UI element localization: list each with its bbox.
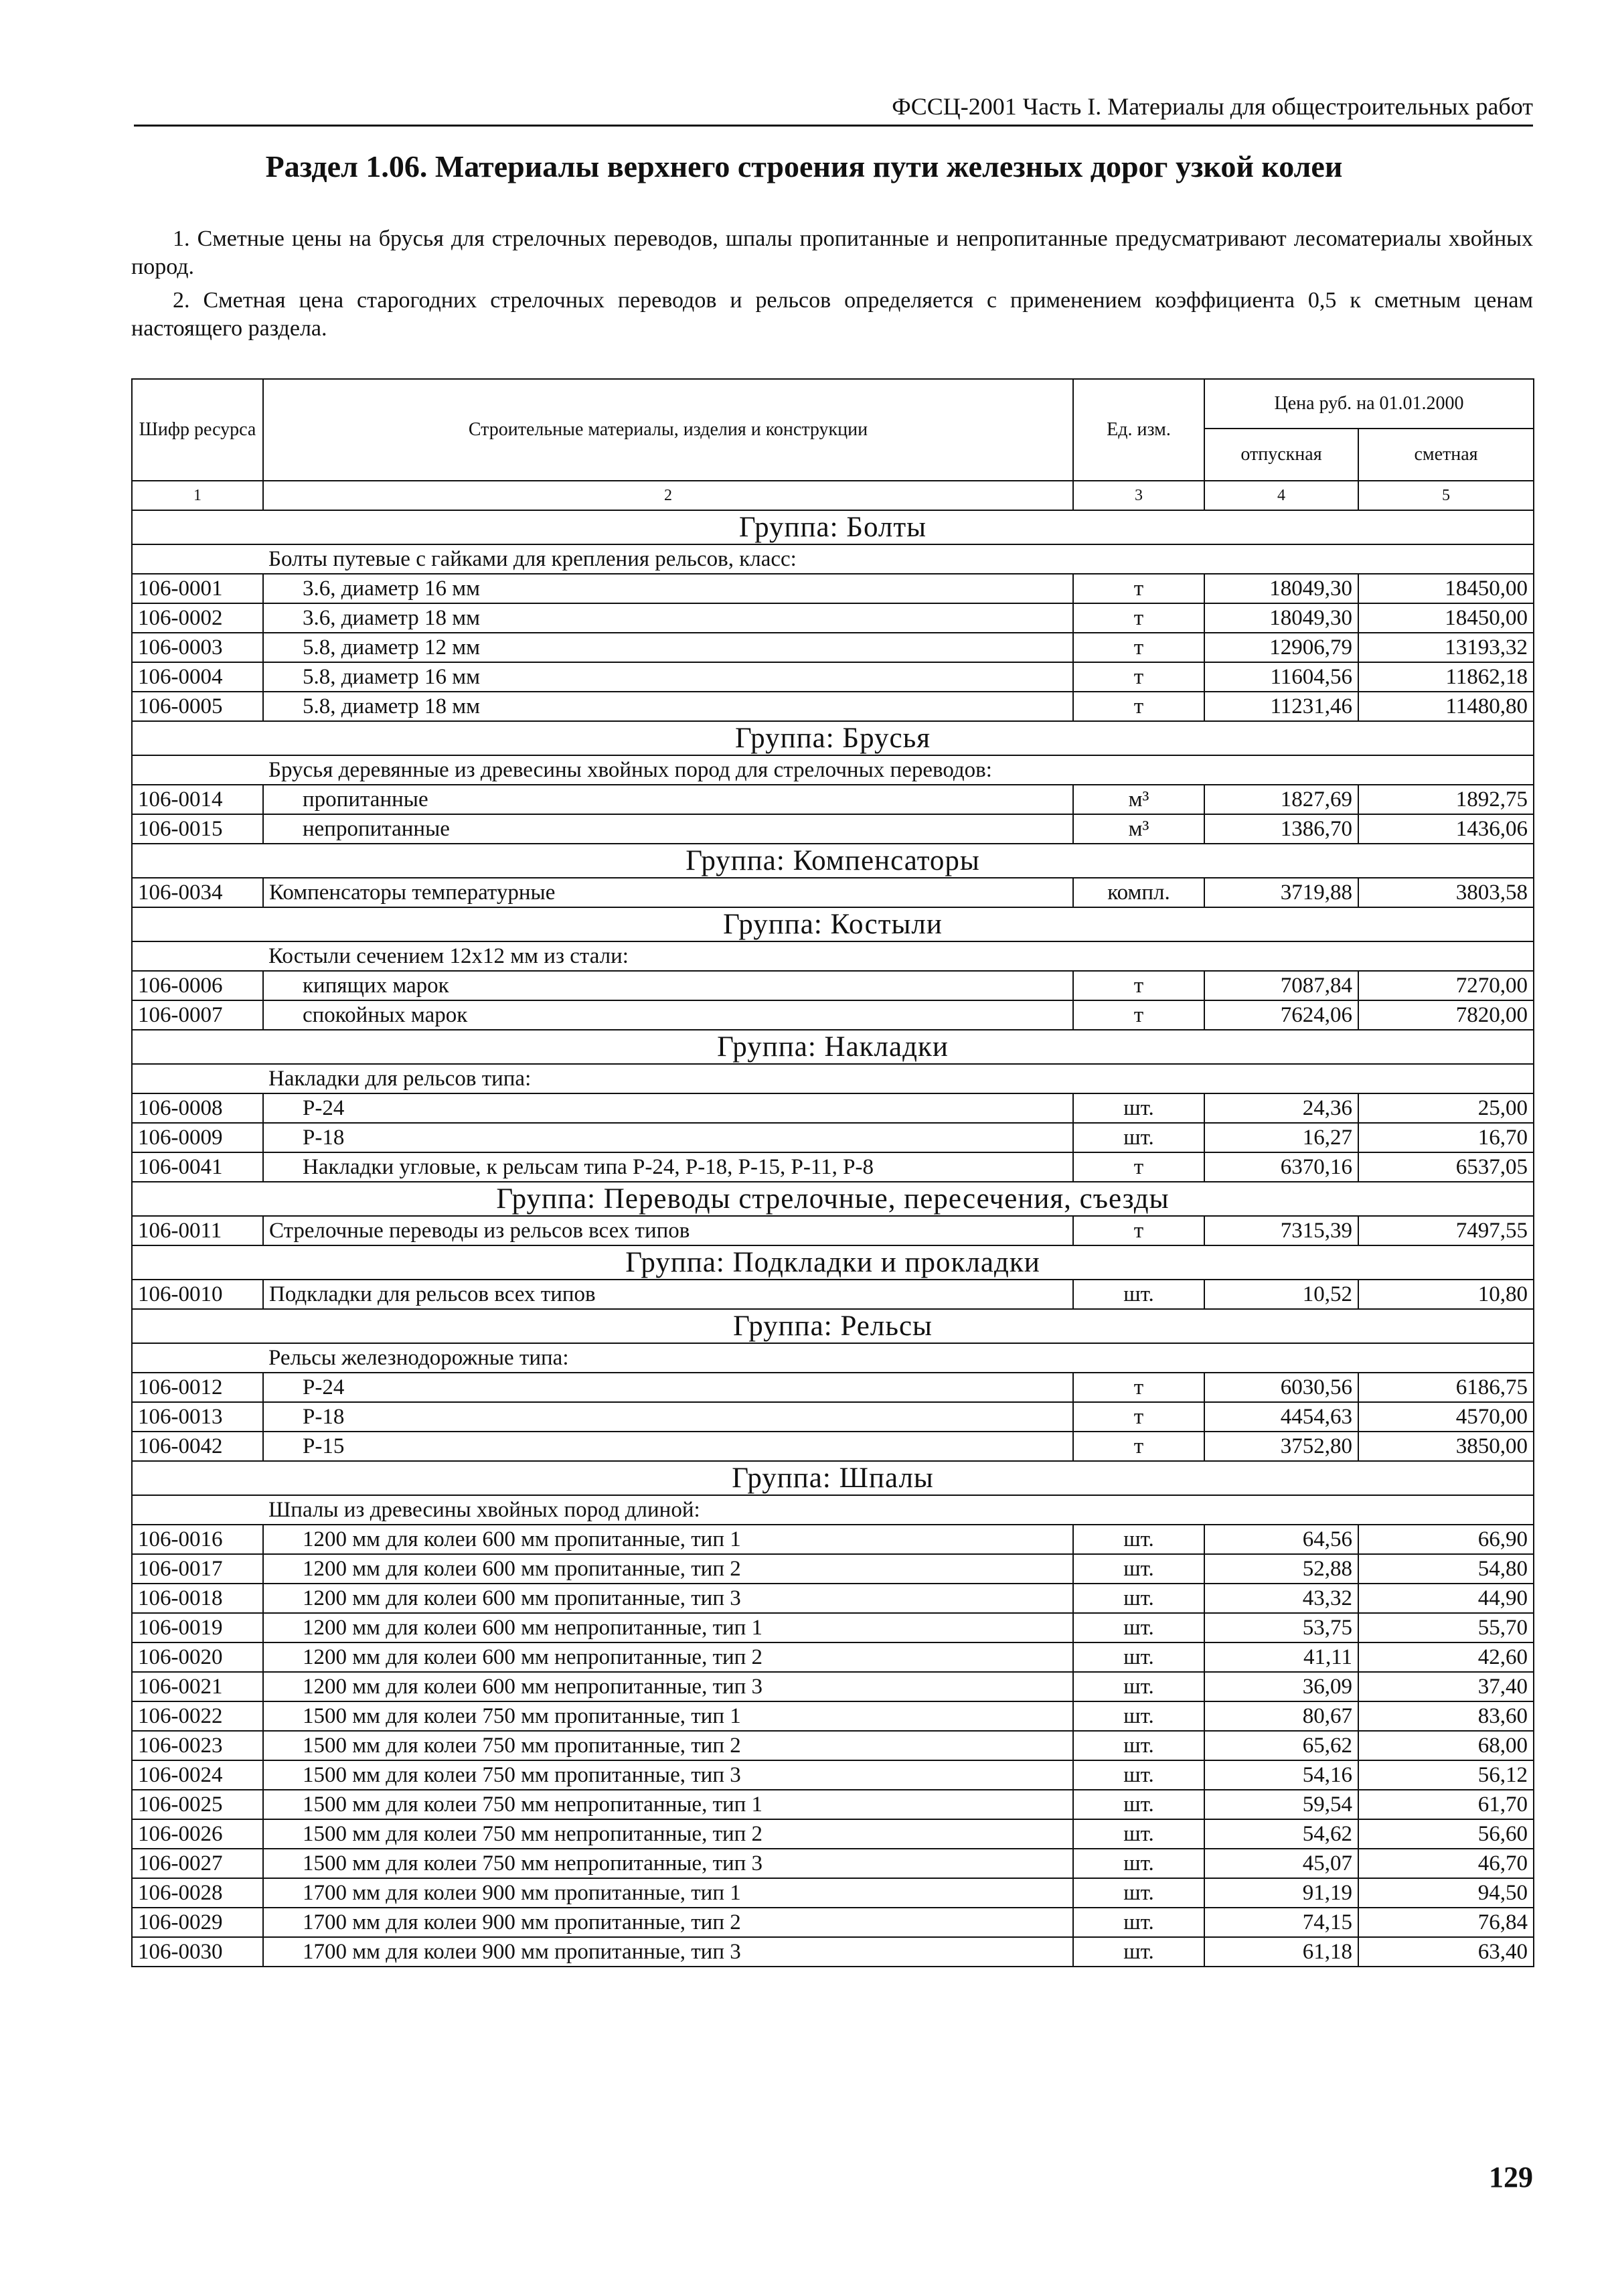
table-row — [132, 1402, 1534, 1432]
release-price: 7624,06 — [1204, 1000, 1358, 1030]
unit-of-measure: шт. — [1073, 1642, 1204, 1672]
material-name: 1700 мм для колеи 900 мм пропитанные, тип 2 — [263, 1908, 1073, 1937]
resource-code: 106-0016 — [132, 1525, 263, 1554]
table-row — [132, 1554, 1534, 1584]
table-row — [132, 971, 1534, 1000]
estimate-price: 66,90 — [1358, 1525, 1534, 1554]
estimate-price: 42,60 — [1358, 1642, 1534, 1672]
estimate-price: 54,80 — [1358, 1554, 1534, 1584]
group-subheader: Рельсы железнодорожные типа: — [263, 1343, 1534, 1373]
estimate-price: 16,70 — [1358, 1123, 1534, 1152]
resource-code: 106-0001 — [132, 574, 263, 603]
release-price: 18049,30 — [1204, 603, 1358, 633]
estimate-price: 61,70 — [1358, 1790, 1534, 1819]
release-price: 24,36 — [1204, 1093, 1358, 1123]
table-row — [132, 574, 1534, 603]
table-row — [132, 603, 1534, 633]
resource-code: 106-0006 — [132, 971, 263, 1000]
header-estimate-price: сметная — [1358, 429, 1534, 481]
group-title-row — [132, 1309, 1534, 1343]
material-name: 1200 мм для колеи 600 мм непропитанные, тип 1 — [263, 1613, 1073, 1642]
group-subheader-row — [132, 755, 1534, 785]
table-row — [132, 785, 1534, 814]
unit-of-measure: шт. — [1073, 1554, 1204, 1584]
unit-of-measure: т — [1073, 574, 1204, 603]
table-row — [132, 1701, 1534, 1731]
material-name: 1200 мм для колеи 600 мм пропитанные, тип 1 — [263, 1525, 1073, 1554]
resource-code: 106-0008 — [132, 1093, 263, 1123]
group-subheader: Болты путевые с гайками для крепления рельсов, класс: — [263, 544, 1534, 574]
group-title: Группа: Брусья — [132, 721, 1534, 755]
unit-of-measure: т — [1073, 603, 1204, 633]
unit-of-measure: т — [1073, 1402, 1204, 1432]
table-row — [132, 1152, 1534, 1182]
resource-code: 106-0013 — [132, 1402, 263, 1432]
group-title-row — [132, 1030, 1534, 1064]
running-header: ФССЦ-2001 Часть I. Материалы для общестроительных работ — [134, 92, 1533, 127]
group-title-row — [132, 1245, 1534, 1280]
section-title: Раздел 1.06. Материалы верхнего строения пути железных дорог узкой колеи — [265, 149, 1343, 183]
resource-code: 106-0030 — [132, 1937, 263, 1967]
group-title-row — [132, 1182, 1534, 1216]
table-row — [132, 1584, 1534, 1613]
table-row — [132, 1123, 1534, 1152]
material-name: 1200 мм для колеи 600 мм непропитанные, тип 3 — [263, 1672, 1073, 1701]
group-subheader-row — [132, 941, 1534, 971]
resource-code: 106-0020 — [132, 1642, 263, 1672]
release-price: 59,54 — [1204, 1790, 1358, 1819]
unit-of-measure: т — [1073, 1432, 1204, 1461]
unit-of-measure: шт. — [1073, 1525, 1204, 1554]
estimate-price: 7497,55 — [1358, 1216, 1534, 1245]
header-unit: Ед. изм. — [1073, 379, 1204, 481]
material-name: Накладки угловые, к рельсам типа Р-24, Р-18, Р-15, Р-11, Р-8 — [263, 1152, 1073, 1182]
release-price: 3719,88 — [1204, 878, 1358, 907]
resource-code: 106-0034 — [132, 878, 263, 907]
estimate-price: 46,70 — [1358, 1849, 1534, 1878]
table-row — [132, 1760, 1534, 1790]
group-title: Группа: Накладки — [132, 1030, 1534, 1064]
release-price: 1386,70 — [1204, 814, 1358, 844]
estimate-price: 6537,05 — [1358, 1152, 1534, 1182]
unit-of-measure: т — [1073, 1216, 1204, 1245]
resource-code: 106-0026 — [132, 1819, 263, 1849]
estimate-price: 7270,00 — [1358, 971, 1534, 1000]
group-title: Группа: Переводы стрелочные, пересечения, съезды — [132, 1182, 1534, 1216]
material-name: 3.6, диаметр 18 мм — [263, 603, 1073, 633]
release-price: 7087,84 — [1204, 971, 1358, 1000]
unit-of-measure: т — [1073, 662, 1204, 692]
table-row — [132, 1093, 1534, 1123]
header-code: Шифр ресурса — [132, 379, 263, 481]
table-row — [132, 1613, 1534, 1642]
unit-of-measure: шт. — [1073, 1760, 1204, 1790]
release-price: 1827,69 — [1204, 785, 1358, 814]
group-subheader: Накладки для рельсов типа: — [263, 1064, 1534, 1093]
table-row — [132, 1525, 1534, 1554]
table-row — [132, 1432, 1534, 1461]
estimate-price: 94,50 — [1358, 1878, 1534, 1908]
price-table — [131, 378, 1534, 1967]
release-price: 7315,39 — [1204, 1216, 1358, 1245]
release-price: 74,15 — [1204, 1908, 1358, 1937]
material-name: 5.8, диаметр 16 мм — [263, 662, 1073, 692]
unit-of-measure: шт. — [1073, 1878, 1204, 1908]
release-price: 54,16 — [1204, 1760, 1358, 1790]
material-name: кипящих марок — [263, 971, 1073, 1000]
release-price: 18049,30 — [1204, 574, 1358, 603]
resource-code: 106-0015 — [132, 814, 263, 844]
estimate-price: 13193,32 — [1358, 633, 1534, 662]
group-subheader-row — [132, 1064, 1534, 1093]
release-price: 45,07 — [1204, 1849, 1358, 1878]
unit-of-measure: компл. — [1073, 878, 1204, 907]
release-price: 52,88 — [1204, 1554, 1358, 1584]
group-subheader: Брусья деревянные из древесины хвойных пород для стрелочных переводов: — [263, 755, 1534, 785]
unit-of-measure: шт. — [1073, 1280, 1204, 1309]
table-row — [132, 878, 1534, 907]
unit-of-measure: т — [1073, 971, 1204, 1000]
resource-code: 106-0005 — [132, 692, 263, 721]
subheader-spacer — [132, 544, 263, 574]
release-price: 10,52 — [1204, 1280, 1358, 1309]
estimate-price: 76,84 — [1358, 1908, 1534, 1937]
material-name: Р-18 — [263, 1123, 1073, 1152]
estimate-price: 11862,18 — [1358, 662, 1534, 692]
column-number: 1 — [132, 481, 263, 510]
estimate-price: 10,80 — [1358, 1280, 1534, 1309]
resource-code: 106-0028 — [132, 1878, 263, 1908]
material-name: Р-24 — [263, 1373, 1073, 1402]
material-name: 1500 мм для колеи 750 мм пропитанные, тип 2 — [263, 1731, 1073, 1760]
table-row — [132, 1790, 1534, 1819]
table-row — [132, 1000, 1534, 1030]
table-row — [132, 1280, 1534, 1309]
resource-code: 106-0029 — [132, 1908, 263, 1937]
table-row — [132, 1819, 1534, 1849]
table-row — [132, 1849, 1534, 1878]
unit-of-measure: т — [1073, 1373, 1204, 1402]
group-subheader: Шпалы из древесины хвойных пород длиной: — [263, 1495, 1534, 1525]
estimate-price: 63,40 — [1358, 1937, 1534, 1967]
resource-code: 106-0003 — [132, 633, 263, 662]
material-name: 1500 мм для колеи 750 мм непропитанные, тип 3 — [263, 1849, 1073, 1878]
release-price: 91,19 — [1204, 1878, 1358, 1908]
group-title: Группа: Компенсаторы — [132, 844, 1534, 878]
unit-of-measure: м³ — [1073, 814, 1204, 844]
group-subheader-row — [132, 1343, 1534, 1373]
material-name: 5.8, диаметр 18 мм — [263, 692, 1073, 721]
estimate-price: 55,70 — [1358, 1613, 1534, 1642]
material-name: 1500 мм для колеи 750 мм пропитанные, тип 3 — [263, 1760, 1073, 1790]
resource-code: 106-0025 — [132, 1790, 263, 1819]
note-1: 1. Сметные цены на брусья для стрелочных переводов, шпалы пропитанные и непропитанные предусматривают лесоматериалы хвойных пород. — [131, 226, 1533, 279]
resource-code: 106-0018 — [132, 1584, 263, 1613]
estimate-price: 44,90 — [1358, 1584, 1534, 1613]
table-row — [132, 1878, 1534, 1908]
release-price: 36,09 — [1204, 1672, 1358, 1701]
release-price: 41,11 — [1204, 1642, 1358, 1672]
table-row — [132, 1731, 1534, 1760]
material-name: 1700 мм для колеи 900 мм пропитанные, тип 1 — [263, 1878, 1073, 1908]
subheader-spacer — [132, 1064, 263, 1093]
resource-code: 106-0024 — [132, 1760, 263, 1790]
group-title-row — [132, 510, 1534, 544]
resource-code: 106-0042 — [132, 1432, 263, 1461]
table-row — [132, 1642, 1534, 1672]
resource-code: 106-0041 — [132, 1152, 263, 1182]
table-row — [132, 1373, 1534, 1402]
material-name: непропитанные — [263, 814, 1073, 844]
release-price: 43,32 — [1204, 1584, 1358, 1613]
resource-code: 106-0027 — [132, 1849, 263, 1878]
release-price: 53,75 — [1204, 1613, 1358, 1642]
resource-code: 106-0004 — [132, 662, 263, 692]
unit-of-measure: шт. — [1073, 1937, 1204, 1967]
column-number: 3 — [1073, 481, 1204, 510]
resource-code: 106-0021 — [132, 1672, 263, 1701]
group-title: Группа: Костыли — [132, 907, 1534, 941]
unit-of-measure: т — [1073, 633, 1204, 662]
unit-of-measure: м³ — [1073, 785, 1204, 814]
estimate-price: 6186,75 — [1358, 1373, 1534, 1402]
header-price-group: Цена руб. на 01.01.2000 — [1204, 379, 1534, 429]
table-row — [132, 633, 1534, 662]
subheader-spacer — [132, 1343, 263, 1373]
table-row — [132, 662, 1534, 692]
material-name: 1500 мм для колеи 750 мм непропитанные, тип 1 — [263, 1790, 1073, 1819]
release-price: 11231,46 — [1204, 692, 1358, 721]
group-title-row — [132, 844, 1534, 878]
table-row — [132, 692, 1534, 721]
header-release-price: отпускная — [1204, 429, 1358, 481]
group-title: Группа: Рельсы — [132, 1309, 1534, 1343]
group-subheader: Костыли сечением 12х12 мм из стали: — [263, 941, 1534, 971]
release-price: 6370,16 — [1204, 1152, 1358, 1182]
material-name: 1200 мм для колеи 600 мм пропитанные, тип 2 — [263, 1554, 1073, 1584]
estimate-price: 3850,00 — [1358, 1432, 1534, 1461]
estimate-price: 11480,80 — [1358, 692, 1534, 721]
unit-of-measure: т — [1073, 1152, 1204, 1182]
material-name: Подкладки для рельсов всех типов — [263, 1280, 1073, 1309]
resource-code: 106-0012 — [132, 1373, 263, 1402]
column-number: 4 — [1204, 481, 1358, 510]
header-name: Строительные материалы, изделия и конструкции — [263, 379, 1073, 481]
table-row — [132, 1937, 1534, 1967]
material-name: Компенсаторы температурные — [263, 878, 1073, 907]
unit-of-measure: т — [1073, 1000, 1204, 1030]
estimate-price: 68,00 — [1358, 1731, 1534, 1760]
group-title-row — [132, 907, 1534, 941]
table-row — [132, 1216, 1534, 1245]
estimate-price: 56,60 — [1358, 1819, 1534, 1849]
material-name: 1500 мм для колеи 750 мм непропитанные, тип 2 — [263, 1819, 1073, 1849]
material-name: Стрелочные переводы из рельсов всех типов — [263, 1216, 1073, 1245]
resource-code: 106-0017 — [132, 1554, 263, 1584]
unit-of-measure: шт. — [1073, 1908, 1204, 1937]
table-row — [132, 1908, 1534, 1937]
material-name: Р-18 — [263, 1402, 1073, 1432]
resource-code: 106-0007 — [132, 1000, 263, 1030]
estimate-price: 3803,58 — [1358, 878, 1534, 907]
subheader-spacer — [132, 1495, 263, 1525]
material-name: Р-24 — [263, 1093, 1073, 1123]
group-title-row — [132, 721, 1534, 755]
estimate-price: 1892,75 — [1358, 785, 1534, 814]
group-title: Группа: Болты — [132, 510, 1534, 544]
estimate-price: 83,60 — [1358, 1701, 1534, 1731]
table-body — [132, 510, 1534, 1967]
resource-code: 106-0010 — [132, 1280, 263, 1309]
table-row — [132, 1672, 1534, 1701]
unit-of-measure: т — [1073, 692, 1204, 721]
estimate-price: 25,00 — [1358, 1093, 1534, 1123]
group-subheader-row — [132, 544, 1534, 574]
estimate-price: 4570,00 — [1358, 1402, 1534, 1432]
table-row — [132, 814, 1534, 844]
material-name: пропитанные — [263, 785, 1073, 814]
note-2: 2. Сметная цена старогодних стрелочных переводов и рельсов определяется с применением коэффициента 0,5 к сметным ценам настоящего раздела. — [131, 288, 1533, 341]
unit-of-measure: шт. — [1073, 1123, 1204, 1152]
resource-code: 106-0022 — [132, 1701, 263, 1731]
resource-code: 106-0009 — [132, 1123, 263, 1152]
release-price: 16,27 — [1204, 1123, 1358, 1152]
release-price: 3752,80 — [1204, 1432, 1358, 1461]
estimate-price: 1436,06 — [1358, 814, 1534, 844]
unit-of-measure: шт. — [1073, 1672, 1204, 1701]
material-name: 1200 мм для колеи 600 мм пропитанные, тип 3 — [263, 1584, 1073, 1613]
subheader-spacer — [132, 941, 263, 971]
resource-code: 106-0011 — [132, 1216, 263, 1245]
release-price: 65,62 — [1204, 1731, 1358, 1760]
release-price: 6030,56 — [1204, 1373, 1358, 1402]
group-subheader-row — [132, 1495, 1534, 1525]
unit-of-measure: шт. — [1073, 1790, 1204, 1819]
column-number: 5 — [1358, 481, 1534, 510]
unit-of-measure: шт. — [1073, 1731, 1204, 1760]
estimate-price: 18450,00 — [1358, 603, 1534, 633]
subheader-spacer — [132, 755, 263, 785]
unit-of-measure: шт. — [1073, 1613, 1204, 1642]
column-number: 2 — [263, 481, 1073, 510]
resource-code: 106-0023 — [132, 1731, 263, 1760]
group-title-row — [132, 1461, 1534, 1495]
release-price: 61,18 — [1204, 1937, 1358, 1967]
release-price: 80,67 — [1204, 1701, 1358, 1731]
resource-code: 106-0019 — [132, 1613, 263, 1642]
unit-of-measure: шт. — [1073, 1093, 1204, 1123]
material-name: 1700 мм для колеи 900 мм пропитанные, тип 3 — [263, 1937, 1073, 1967]
release-price: 54,62 — [1204, 1819, 1358, 1849]
material-name: 5.8, диаметр 12 мм — [263, 633, 1073, 662]
release-price: 11604,56 — [1204, 662, 1358, 692]
unit-of-measure: шт. — [1073, 1701, 1204, 1731]
estimate-price: 56,12 — [1358, 1760, 1534, 1790]
unit-of-measure: шт. — [1073, 1584, 1204, 1613]
material-name: 1200 мм для колеи 600 мм непропитанные, тип 2 — [263, 1642, 1073, 1672]
group-title: Группа: Подкладки и прокладки — [132, 1245, 1534, 1280]
release-price: 64,56 — [1204, 1525, 1358, 1554]
estimate-price: 18450,00 — [1358, 574, 1534, 603]
release-price: 4454,63 — [1204, 1402, 1358, 1432]
estimate-price: 37,40 — [1358, 1672, 1534, 1701]
material-name: спокойных марок — [263, 1000, 1073, 1030]
unit-of-measure: шт. — [1073, 1849, 1204, 1878]
material-name: Р-15 — [263, 1432, 1073, 1461]
page-number: 129 — [1489, 2161, 1533, 2194]
material-name: 1500 мм для колеи 750 мм пропитанные, тип 1 — [263, 1701, 1073, 1731]
group-title: Группа: Шпалы — [132, 1461, 1534, 1495]
unit-of-measure: шт. — [1073, 1819, 1204, 1849]
estimate-price: 7820,00 — [1358, 1000, 1534, 1030]
resource-code: 106-0002 — [132, 603, 263, 633]
release-price: 12906,79 — [1204, 633, 1358, 662]
material-name: 3.6, диаметр 16 мм — [263, 574, 1073, 603]
resource-code: 106-0014 — [132, 785, 263, 814]
